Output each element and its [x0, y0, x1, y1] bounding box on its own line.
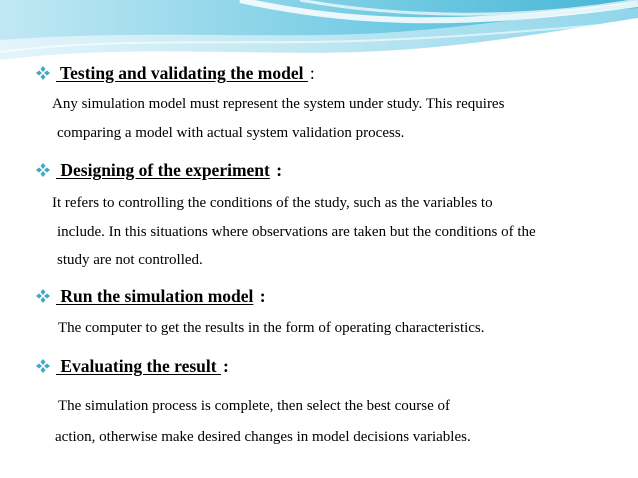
- section-heading-text: Testing and validating the model: [56, 63, 308, 83]
- section-body-line: action, otherwise make desired changes in model decisions variables.: [55, 429, 471, 445]
- section-heading-run: [36, 286, 266, 307]
- section-heading-suffix: :: [309, 63, 315, 83]
- section-heading-suffix: :: [222, 356, 229, 376]
- section-heading-designing: [36, 160, 282, 181]
- four-diamond-bullet-icon: [36, 66, 50, 80]
- section-heading-evaluating: [36, 356, 229, 377]
- section-body-line: The simulation process is complete, then select the best course of: [58, 398, 450, 414]
- section-heading-text: Evaluating the result: [56, 356, 221, 376]
- four-diamond-bullet-icon: [36, 163, 50, 177]
- section-body-line: It refers to controlling the conditions of the study, such as the variables to: [52, 195, 493, 211]
- section-body-line: Any simulation model must represent the system under study. This requires: [52, 96, 505, 112]
- section-heading-testing: [36, 63, 315, 84]
- section-heading-text: Run the simulation model: [56, 286, 254, 306]
- section-body-line: The computer to get the results in the form of operating characteristics.: [58, 320, 485, 336]
- section-body-line: comparing a model with actual system validation process.: [57, 125, 405, 141]
- section-body-line: include. In this situations where observations are taken but the conditions of the: [57, 224, 536, 240]
- four-diamond-bullet-icon: [36, 359, 50, 373]
- section-heading-text: Designing of the experiment: [56, 160, 270, 180]
- section-body-line: study are not controlled.: [57, 252, 203, 268]
- four-diamond-bullet-icon: [36, 289, 50, 303]
- section-heading-suffix: :: [255, 286, 266, 306]
- section-heading-suffix: :: [271, 160, 283, 180]
